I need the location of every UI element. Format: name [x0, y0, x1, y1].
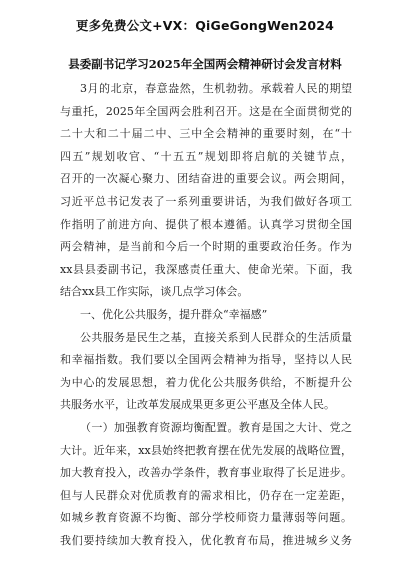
- body-line: 我们要持续加大教育投入，优化教育布局，推进城乡义务: [60, 533, 352, 547]
- body-line: 如城乡教育资源不均衡、部分学校师资力量薄弱等问题。: [60, 511, 352, 525]
- body-line: 公共服务是民生之基，直接关系到人民群众的生活质量: [80, 330, 352, 344]
- subsection-line: （一）加强教育资源均衡配置。教育是国之大计、党之: [80, 420, 352, 434]
- body-line: 四五”规划收官、“十五五”规划即将启航的关键节点，: [60, 149, 352, 163]
- promo-banner: 更多免费公文+VX：QiGeGongWen2024: [75, 18, 335, 33]
- body-line: 习近平总书记发表了一系列重要讲话，为我们做好各项工: [60, 194, 352, 208]
- body-line: 两会精神，是当前和今后一个时期的重要政治任务。作为: [60, 240, 352, 254]
- document-body: [60, 78, 352, 552]
- body-line: 结合xx县工作实际，谈几点学习体会。: [60, 285, 249, 299]
- body-line: 作指明了前进方向、提供了根本遵循。认真学习贯彻全国: [60, 217, 352, 231]
- document-title: 县委副书记学习2025年全国两会精神研讨会发言材料: [68, 57, 342, 71]
- body-line: 与重托，2025年全国两会胜利召开。这是在全面贯彻党的: [60, 104, 352, 118]
- body-line: 二十大和二十届二中、三中全会精神的重要时刻，在“十: [60, 127, 352, 141]
- body-line: 大计。近年来，xx县始终把教育摆在优先发展的战略位置，: [60, 443, 352, 457]
- body-line: 加大教育投入，改善办学条件，教育事业取得了长足进步。: [60, 466, 352, 480]
- body-line: 召开的一次凝心聚力、团结奋进的重要会议。两会期间，: [60, 172, 352, 186]
- body-line: 和幸福指数。我们要以全国两会精神为指导，坚持以人民: [60, 353, 352, 367]
- body-line: 共服务水平，让改革发展成果更多更公平惠及全体人民。: [60, 398, 335, 412]
- section-heading: 一、优化公共服务，提升群众“幸福感”: [80, 307, 268, 321]
- body-line: 但与人民群众对优质教育的需求相比，仍存在一定差距，: [60, 488, 352, 502]
- body-line: 为中心的发展思想，着力优化公共服务供给，不断提升公: [60, 375, 352, 389]
- body-line: 3月的北京，春意盎然，生机勃勃。承载着人民的期望: [80, 82, 352, 95]
- body-line: xx县县委副书记，我深感责任重大、使命光荣。下面，我: [60, 262, 352, 276]
